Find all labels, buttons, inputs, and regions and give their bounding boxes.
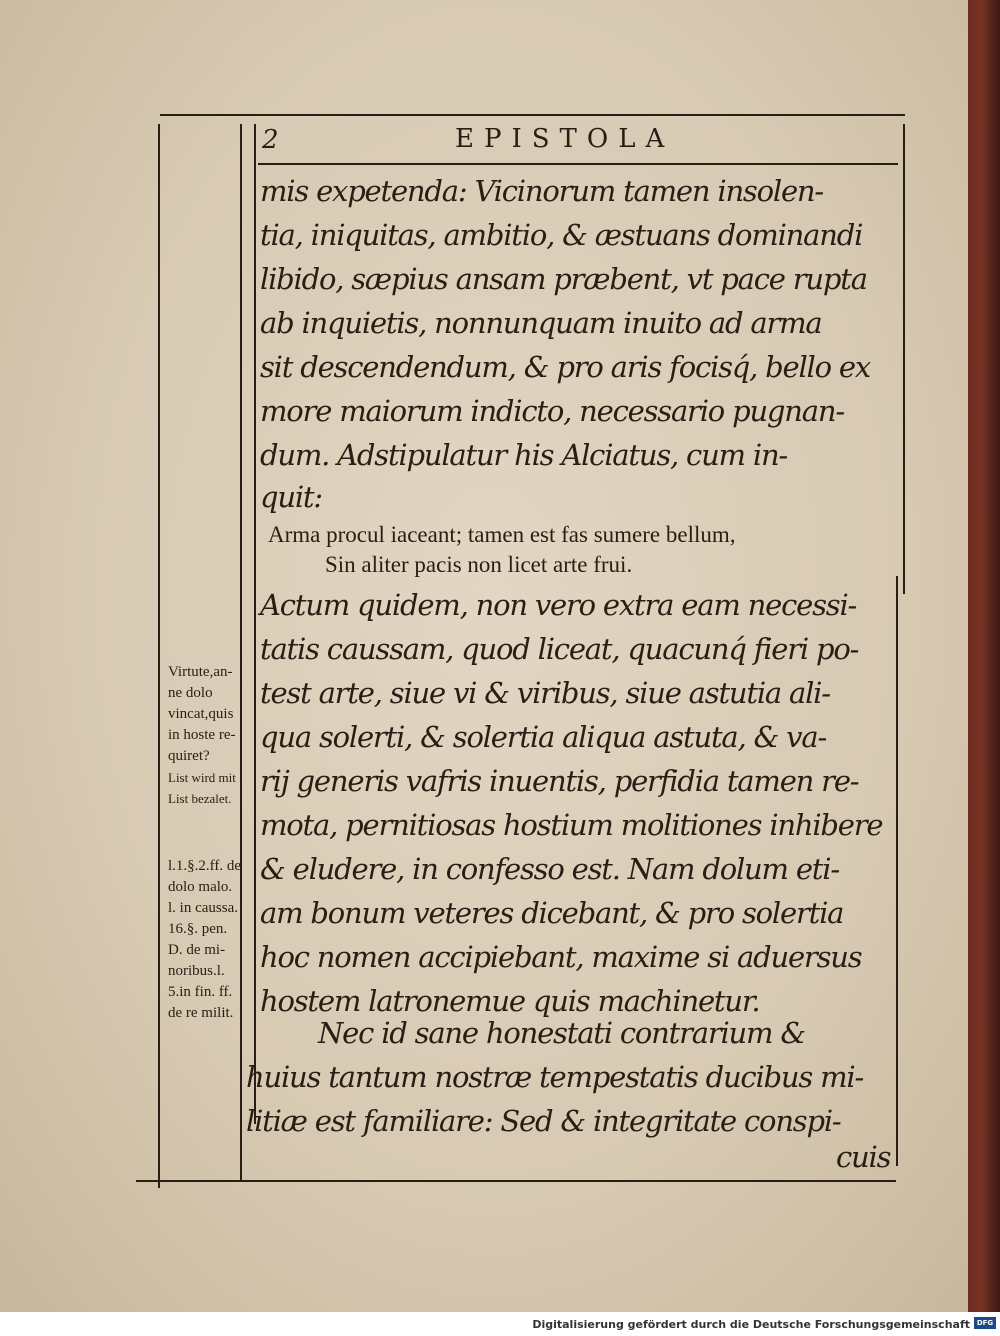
catchword: cuis: [836, 1140, 891, 1174]
digitization-footer: [0, 1312, 1000, 1336]
note-line: Virtute,an-: [168, 664, 233, 680]
body-line: litiæ est familiare: Sed & integritate conspi-: [246, 1104, 841, 1138]
note-line: dolo malo.: [168, 879, 233, 895]
header-bottom-rule: [258, 163, 898, 165]
note-line: 5.in fin. ff.: [168, 984, 233, 1000]
body-line: more maiorum indicto, necessario pugnan-: [260, 394, 844, 428]
body-line: & eludere, in confesso est. Nam dolum eti-: [260, 852, 839, 886]
body-line: quit:: [260, 480, 322, 514]
body-line: ab inquietis, nonnunquam inuito ad arma: [260, 306, 822, 340]
body-line: Actum quidem, non vero extra eam necessi-: [260, 588, 857, 622]
bottom-rule: [136, 1180, 896, 1182]
body-line: tia, iniquitas, ambitio, & æstuans dominandi: [260, 218, 863, 252]
note-line: List bezalet.: [168, 791, 232, 806]
page-number: 2: [262, 125, 279, 155]
verse-line: Arma procul iaceant; tamen est fas sumere bellum,: [268, 522, 736, 547]
body-line: libido, sæpius ansam præbent, vt pace rupta: [260, 262, 867, 296]
note-line: noribus.l.: [168, 963, 225, 979]
text-right-rule: [903, 124, 905, 594]
header-top-rule: [160, 114, 905, 116]
note-line: vincat,quis: [168, 706, 234, 722]
note-line: List wird mit: [168, 770, 236, 785]
footer-credit: Digitalisierung gefördert durch die Deutsche Forschungsgemeinschaft: [532, 1318, 970, 1331]
note-line: ne dolo: [168, 685, 213, 701]
note-line: l. in caussa.: [168, 900, 238, 916]
dfg-logo-icon: DFG: [974, 1317, 996, 1329]
note-line: in hoste re-: [168, 727, 236, 743]
note-line: de re milit.: [168, 1005, 234, 1021]
margin-left-rule: [158, 124, 160, 1188]
body-line: am bonum veteres dicebant, & pro solertia: [260, 896, 844, 930]
body-line: Nec id sane honestati contrarium &: [318, 1016, 805, 1050]
marginal-note-question: [168, 662, 248, 809]
body-line: dum. Adstipulatur his Alciatus, cum in-: [260, 438, 788, 472]
text-left-rule: [254, 124, 256, 1124]
note-line: 16.§. pen.: [168, 921, 228, 937]
body-line: hoc nomen accipiebant, maxime si aduersus: [260, 940, 862, 974]
body-line: mota, pernitiosas hostium molitiones inhibere: [260, 808, 883, 842]
body-line: mis expetenda: Vicinorum tamen insolen-: [260, 174, 823, 208]
body-line: huius tantum nostræ tempestatis ducibus mi-: [246, 1060, 864, 1094]
body-line: rij generis vafris inuentis, perfidia tamen re-: [260, 764, 859, 798]
body-line: sit descendendum, & pro aris focisq́, bello ex: [260, 350, 871, 384]
body-line: tatis caussam, quod liceat, quacunq́ fieri po-: [260, 632, 859, 666]
body-line: qua solerti, & solertia aliqua astuta, & va-: [260, 720, 827, 754]
running-title: EPISTOLA: [455, 124, 675, 154]
marginal-note-citation: [168, 856, 248, 1024]
body-line: test arte, siue vi & viribus, siue astutia ali-: [260, 676, 830, 710]
book-cover-edge: [968, 0, 1000, 1312]
verse-line: Sin aliter pacis non licet arte frui.: [325, 552, 633, 577]
body-line: hostem latronemue quis machinetur.: [260, 984, 760, 1018]
note-line: D. de mi-: [168, 942, 226, 958]
note-line: l.1.§.2.ff. de: [168, 858, 242, 874]
note-line: quiret?: [168, 748, 210, 764]
